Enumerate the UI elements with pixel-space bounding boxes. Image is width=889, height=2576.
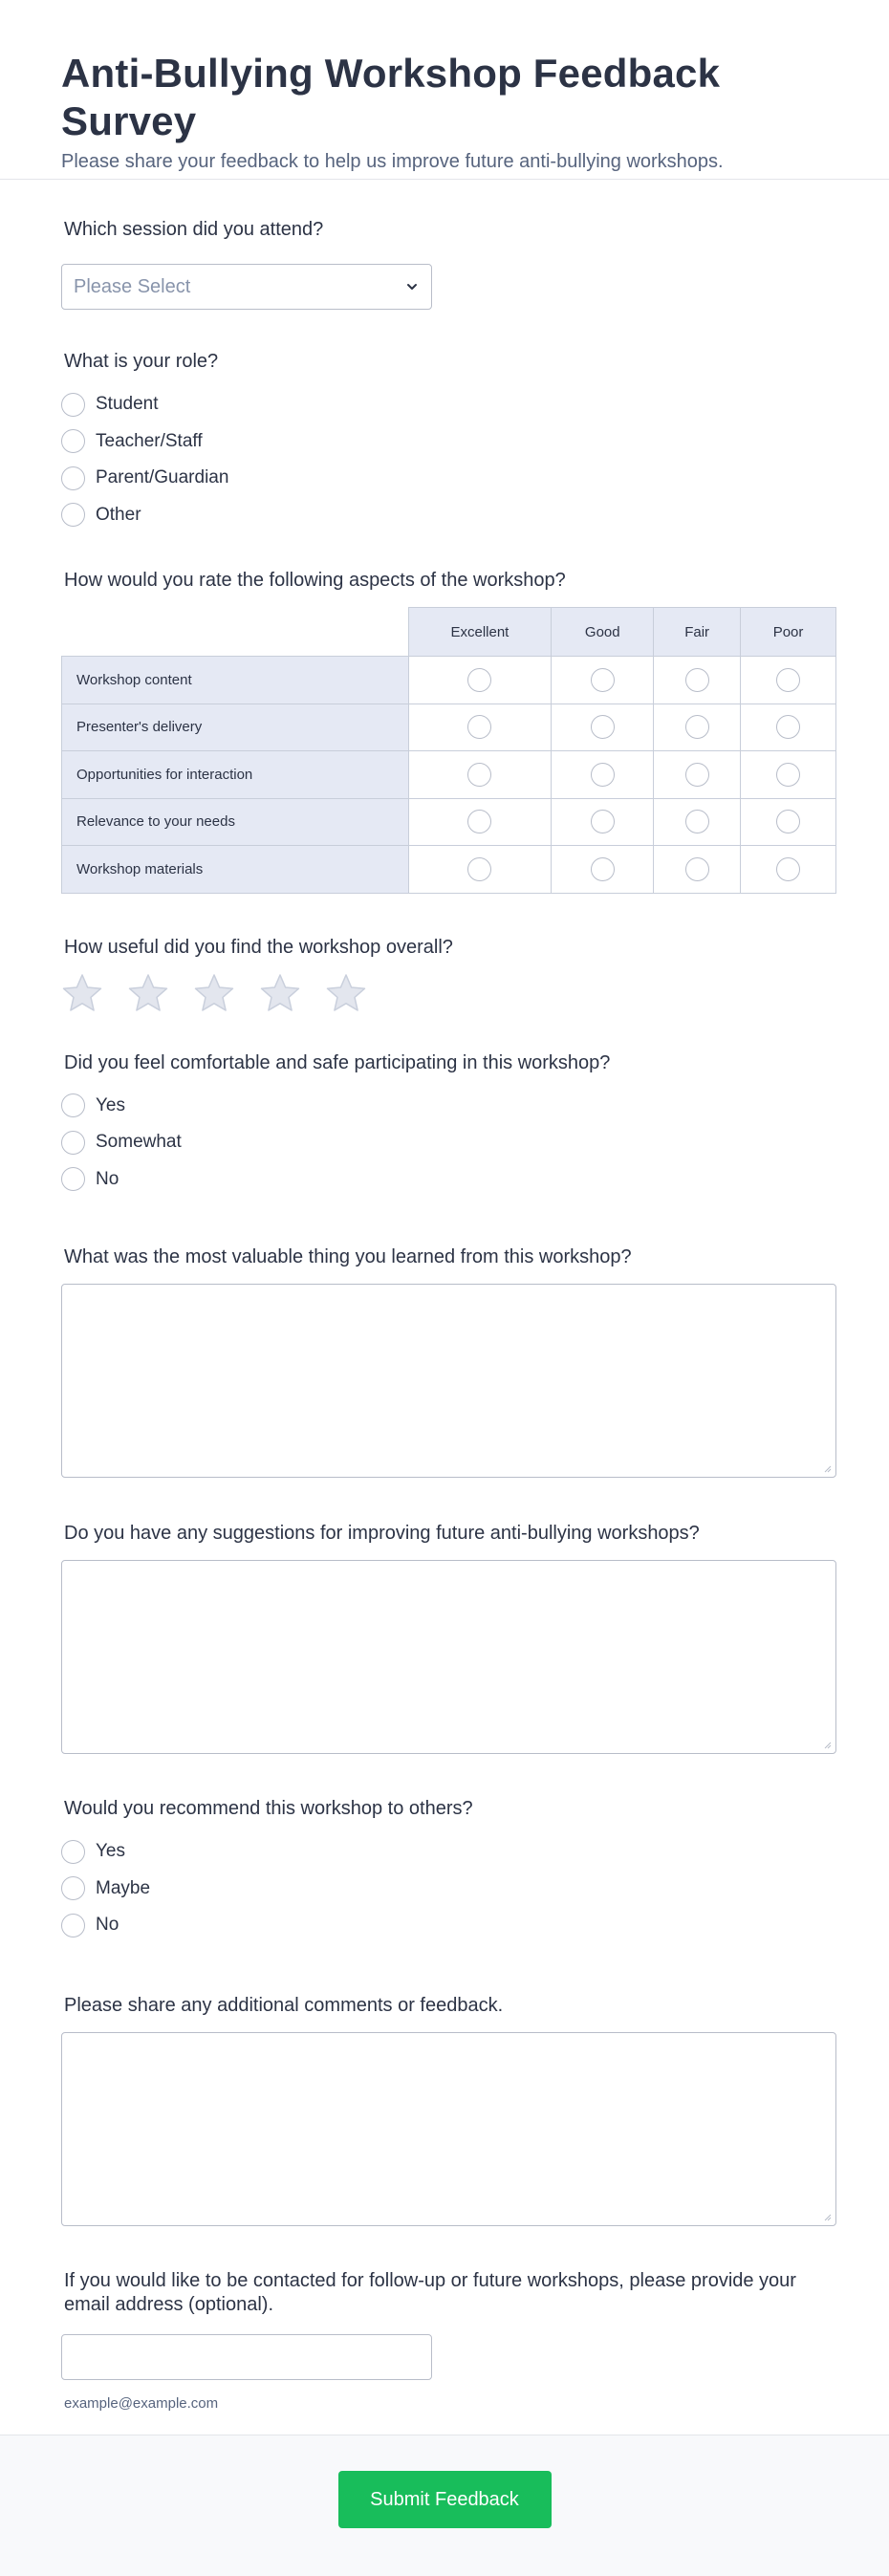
matrix-cell[interactable]: [552, 846, 654, 894]
valuable-textarea[interactable]: [61, 1284, 836, 1478]
radio-button[interactable]: [776, 668, 800, 692]
question-label: If you would like to be contacted for follow-up or future workshops, please provide your email address (optional).: [64, 2269, 796, 2315]
radio-button[interactable]: [591, 763, 615, 787]
matrix-cell[interactable]: [741, 846, 836, 894]
option-label: Student: [96, 394, 159, 415]
option-label: No: [96, 1168, 119, 1189]
star-icon[interactable]: [127, 972, 169, 1014]
option-label: Yes: [96, 1841, 125, 1862]
matrix-cell[interactable]: [741, 751, 836, 799]
matrix-cell[interactable]: [741, 657, 836, 704]
radio-button[interactable]: [467, 668, 491, 692]
radio-button[interactable]: [467, 857, 491, 881]
radio-button[interactable]: [591, 668, 615, 692]
email-field[interactable]: [61, 2334, 432, 2380]
matrix-row-label: Workshop content: [62, 657, 409, 704]
question-recommend: [61, 1798, 828, 1944]
matrix-cell[interactable]: [552, 704, 654, 751]
option-label: Maybe: [96, 1877, 151, 1898]
recommend-options: [61, 1833, 828, 1944]
radio-button[interactable]: [61, 1131, 85, 1155]
matrix-cell[interactable]: [741, 704, 836, 751]
option-label: Parent/Guardian: [96, 467, 229, 488]
matrix-cell[interactable]: [741, 798, 836, 846]
radio-button[interactable]: [776, 857, 800, 881]
star-icon[interactable]: [61, 972, 103, 1014]
resize-handle-icon[interactable]: [822, 2212, 832, 2221]
star-icon[interactable]: [259, 972, 301, 1014]
question-safety: [61, 1052, 828, 1199]
matrix-cell[interactable]: [654, 657, 741, 704]
matrix-cell[interactable]: [408, 657, 552, 704]
radio-button[interactable]: [776, 810, 800, 833]
role-options: [61, 386, 828, 533]
question-label: Did you feel comfortable and safe participating in this workshop?: [64, 1051, 611, 1073]
matrix-cell[interactable]: [654, 846, 741, 894]
safety-options: [61, 1088, 828, 1199]
matrix-cell[interactable]: [552, 798, 654, 846]
role-option-other[interactable]: [61, 497, 828, 534]
submit-button[interactable]: Submit Feedback: [338, 2471, 552, 2528]
dropdown-placeholder: Please Select: [74, 275, 191, 297]
radio-button[interactable]: [61, 1876, 85, 1900]
matrix-cell[interactable]: [654, 704, 741, 751]
option-label: Other: [96, 504, 141, 525]
session-dropdown[interactable]: [61, 264, 432, 310]
radio-button[interactable]: [61, 1167, 85, 1191]
radio-button[interactable]: [61, 1840, 85, 1864]
question-usefulness: [61, 937, 828, 1014]
survey-form: [0, 219, 889, 2412]
radio-button[interactable]: [61, 1914, 85, 1937]
radio-button[interactable]: [591, 857, 615, 881]
radio-button[interactable]: [61, 393, 85, 417]
question-session: [61, 219, 828, 310]
option-label: Yes: [96, 1094, 125, 1115]
recommend-option-maybe[interactable]: [61, 1871, 828, 1908]
page-subtitle: Please share your feedback to help us improve future anti-bullying workshops.: [61, 151, 724, 172]
matrix-row: [62, 657, 836, 704]
matrix-row: [62, 798, 836, 846]
star-rating: [61, 972, 828, 1014]
comments-textarea[interactable]: [61, 2032, 836, 2226]
safety-option-yes[interactable]: [61, 1088, 828, 1125]
matrix-row: [62, 846, 836, 894]
recommend-option-no[interactable]: [61, 1907, 828, 1944]
question-label: What was the most valuable thing you learned from this workshop?: [64, 1246, 632, 1267]
question-label: How useful did you find the workshop overall?: [64, 936, 453, 958]
radio-button[interactable]: [776, 763, 800, 787]
radio-button[interactable]: [685, 810, 709, 833]
matrix-corner: [62, 608, 409, 657]
question-suggestions: [61, 1523, 828, 1754]
page-title: Anti-Bullying Workshop Feedback Survey: [61, 51, 721, 143]
safety-option-no[interactable]: [61, 1161, 828, 1199]
radio-button[interactable]: [61, 1093, 85, 1117]
matrix-row: [62, 704, 836, 751]
recommend-option-yes[interactable]: [61, 1833, 828, 1871]
radio-button[interactable]: [467, 763, 491, 787]
matrix-column-header: Excellent: [408, 608, 552, 657]
radio-button[interactable]: [61, 503, 85, 527]
question-label: What is your role?: [64, 351, 219, 372]
suggestions-textarea[interactable]: [61, 1560, 836, 1754]
matrix-cell[interactable]: [408, 751, 552, 799]
matrix-cell[interactable]: [408, 846, 552, 894]
form-footer: [0, 2435, 889, 2576]
option-label: No: [96, 1915, 119, 1936]
radio-button[interactable]: [61, 429, 85, 453]
email-sublabel: example@example.com: [64, 2394, 219, 2412]
radio-button[interactable]: [685, 857, 709, 881]
question-label: How would you rate the following aspects of the workshop?: [64, 570, 566, 591]
role-option-student[interactable]: [61, 386, 828, 423]
radio-button[interactable]: [776, 715, 800, 739]
matrix-cell[interactable]: [408, 704, 552, 751]
option-label: Somewhat: [96, 1132, 182, 1153]
radio-button[interactable]: [591, 810, 615, 833]
matrix-column-header: Fair: [654, 608, 741, 657]
matrix-row-label: Opportunities for interaction: [62, 751, 409, 799]
chevron-down-icon: [404, 279, 420, 294]
question-label: Would you recommend this workshop to others?: [64, 1798, 473, 1819]
option-label: Teacher/Staff: [96, 430, 203, 451]
question-comments: [61, 1995, 828, 2226]
matrix-row-label: Workshop materials: [62, 846, 409, 894]
radio-button[interactable]: [591, 715, 615, 739]
matrix-column-header: Good: [552, 608, 654, 657]
resize-handle-icon[interactable]: [822, 1463, 832, 1473]
form-header: [0, 0, 889, 180]
matrix-cell[interactable]: [552, 657, 654, 704]
resize-handle-icon[interactable]: [822, 1740, 832, 1749]
role-option-teacher[interactable]: [61, 423, 828, 461]
role-option-parent[interactable]: [61, 460, 828, 497]
radio-button[interactable]: [685, 715, 709, 739]
radio-button[interactable]: [685, 668, 709, 692]
star-icon[interactable]: [325, 972, 367, 1014]
matrix-cell[interactable]: [654, 751, 741, 799]
matrix-cell[interactable]: [408, 798, 552, 846]
question-label: Which session did you attend?: [64, 219, 324, 240]
star-icon[interactable]: [193, 972, 235, 1014]
radio-button[interactable]: [467, 715, 491, 739]
matrix-row-label: Presenter's delivery: [62, 704, 409, 751]
question-label: Please share any additional comments or feedback.: [64, 1994, 504, 2016]
matrix-cell[interactable]: [654, 798, 741, 846]
rating-matrix: [61, 607, 836, 894]
matrix-row: [62, 751, 836, 799]
question-valuable: [61, 1246, 828, 1478]
matrix-cell[interactable]: [552, 751, 654, 799]
radio-button[interactable]: [685, 763, 709, 787]
matrix-row-label: Relevance to your needs: [62, 798, 409, 846]
safety-option-somewhat[interactable]: [61, 1124, 828, 1161]
question-role: [61, 351, 828, 533]
question-rating: [61, 570, 828, 894]
radio-button[interactable]: [467, 810, 491, 833]
question-email: [61, 2269, 828, 2412]
question-label: Do you have any suggestions for improving future anti-bullying workshops?: [64, 1523, 700, 1544]
matrix-column-header: Poor: [741, 608, 836, 657]
radio-button[interactable]: [61, 466, 85, 490]
